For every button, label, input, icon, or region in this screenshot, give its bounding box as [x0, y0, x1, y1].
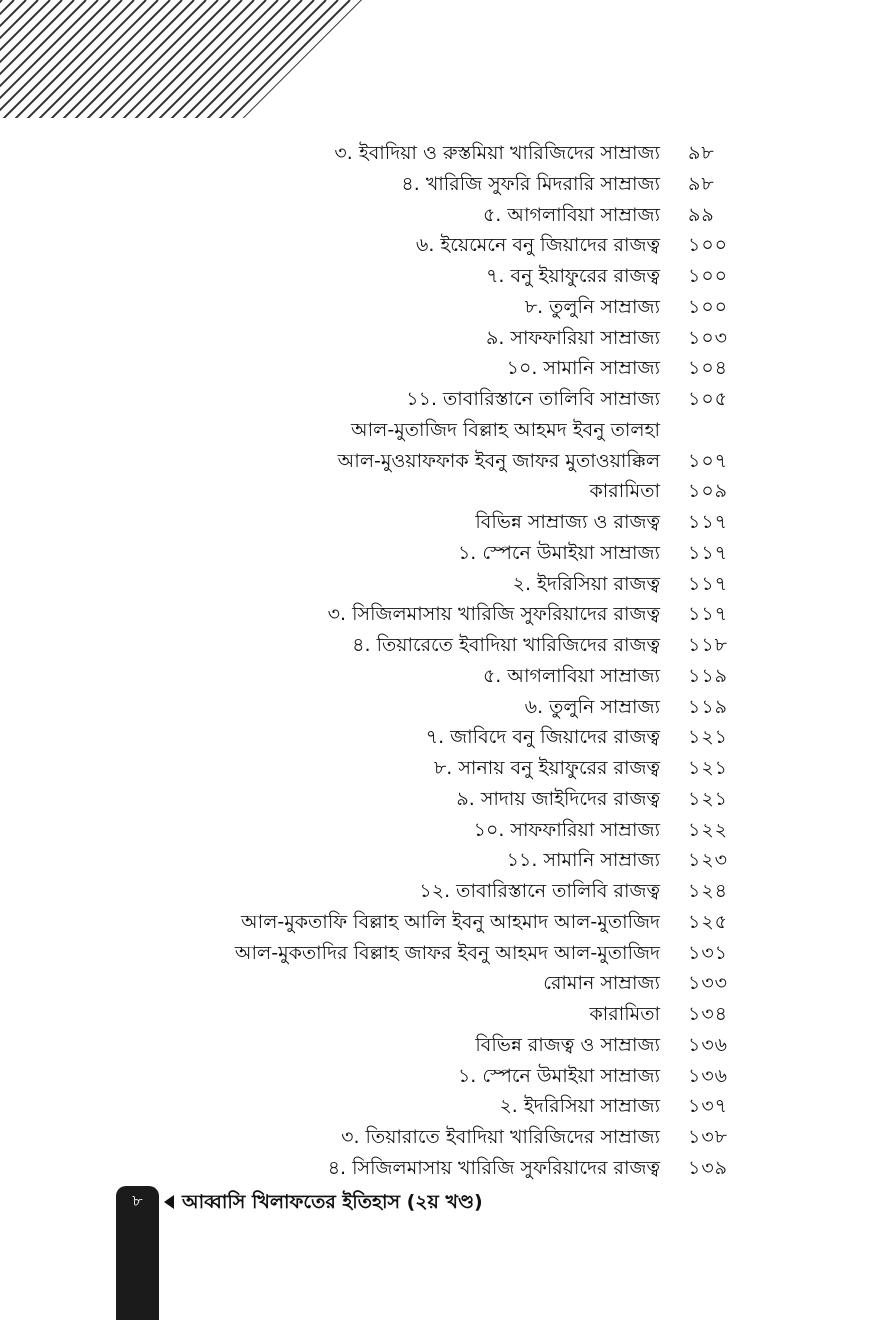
toc-entry-page: ১৩৪ — [688, 1003, 729, 1025]
toc-entry-page: ১২৩ — [688, 849, 729, 872]
toc-entry-page: ১১৭ — [688, 511, 729, 533]
toc-entry-title: বিভিন্ন সাম্রাজ্য ও রাজত্ব — [475, 511, 660, 533]
toc-entry — [0, 569, 870, 600]
toc-entry-title: ৯. সাফফারিয়া সাম্রাজ্য — [486, 326, 660, 349]
toc-entry-title: ১. স্পেনে উমাইয়া সাম্রাজ্য — [457, 541, 660, 564]
toc-entry-title: ৩. ইবাদিয়া ও রুস্তমিয়া খারিজিদের সাম্রাজ্য — [334, 142, 660, 164]
toc-entry — [0, 384, 870, 415]
hatch-line — [364, 0, 370, 118]
toc-entry-page: ১০৩ — [688, 326, 729, 349]
toc-entry-page: ১৩৩ — [688, 972, 729, 995]
toc-entry — [0, 968, 870, 999]
toc-entry-title: ২. ইদরিসিয়া রাজত্ব — [512, 572, 660, 595]
toc-entry-title: ৬. ইয়েমেনে বনু জিয়াদের রাজত্ব — [415, 234, 660, 257]
hatch-line — [0, 0, 122, 118]
toc-entry — [0, 538, 870, 569]
toc-entry — [0, 753, 870, 784]
toc-entry — [0, 845, 870, 876]
corner-hatch-decoration — [0, 0, 370, 118]
toc-entry-title: ১০. সামানি সাম্রাজ্য — [506, 357, 660, 380]
toc-entry — [0, 200, 870, 231]
toc-entry-title: ৩. সিজিলমাসায় খারিজি সুফরিয়াদের রাজত্ব — [327, 603, 660, 626]
toc-entry-page: ১১৭ — [688, 541, 729, 564]
toc-entry — [0, 169, 870, 200]
toc-entry-title: ৩. তিয়ারাতে ইবাদিয়া খারিজিদের সাম্রাজ্য — [341, 1126, 660, 1148]
toc-entry-page: ৯৯ — [688, 203, 715, 226]
toc-entry-page: ৯৮ — [688, 142, 715, 164]
toc-entry-title: রোমান সাম্রাজ্য — [543, 972, 660, 995]
toc-entry-title: ১১. সামানি সাম্রাজ্য — [506, 849, 660, 872]
toc-entry-title: কারামিতা — [589, 480, 660, 503]
toc-entry-page: ১২১ — [688, 726, 729, 749]
toc-entry — [0, 876, 870, 907]
toc-entry — [0, 446, 870, 477]
toc-entry-page: ১১৭ — [688, 603, 729, 626]
toc-entry-title: কারামিতা — [589, 1003, 660, 1025]
toc-entry — [0, 722, 870, 753]
arrow-left-icon — [164, 1195, 174, 1209]
table-of-contents — [0, 138, 870, 1184]
toc-entry-page: ১৩৬ — [688, 1033, 729, 1056]
toc-entry-page: ১০৫ — [688, 388, 729, 410]
toc-entry-title: ২. ইদরিসিয়া সাম্রাজ্য — [499, 1095, 660, 1118]
toc-entry-page: ১০০ — [688, 234, 729, 257]
toc-entry-page: ১২২ — [688, 818, 729, 841]
toc-entry-title: ৪. তিয়ারেতে ইবাদিয়া খারিজিদের রাজত্ব — [352, 634, 660, 656]
toc-entry-title: ৭. জাবিদে বনু জিয়াদের রাজত্ব — [425, 726, 660, 749]
toc-entry-page: ১০৯ — [688, 480, 729, 503]
toc-entry-title: ৭. বনু ইয়াফুরের রাজত্ব — [486, 265, 660, 287]
toc-entry-title: ৫. আগলাবিয়া সাম্রাজ্য — [482, 664, 660, 687]
toc-entry-page: ১৩৯ — [688, 1156, 729, 1179]
toc-entry-page: ১৩৭ — [688, 1095, 729, 1118]
toc-entry-page: ১০৭ — [688, 449, 729, 472]
toc-entry-title: ১. স্পেনে উমাইয়া সাম্রাজ্য — [457, 1064, 660, 1087]
toc-entry — [0, 1061, 870, 1092]
toc-entry — [0, 292, 870, 323]
toc-entry — [0, 507, 870, 538]
hatch-line — [340, 0, 370, 118]
toc-entry-page: ১০৪ — [688, 357, 729, 380]
toc-entry — [0, 353, 870, 384]
toc-entry — [0, 1030, 870, 1061]
toc-entry — [0, 476, 870, 507]
toc-entry-page: ১২৫ — [688, 910, 729, 933]
footer-book-title: আব্বাসি খিলাফতের ইতিহাস (২য় খণ্ড) — [182, 1191, 483, 1213]
toc-entry-page: ১১৭ — [688, 572, 729, 595]
toc-entry-title: আল-মুকতাদির বিল্লাহ জাফর ইবনু আহমদ আল-মুতাজিদ — [234, 941, 660, 964]
toc-entry-page: ১১৯ — [688, 695, 728, 718]
toc-entry-page: ১২১ — [688, 757, 729, 779]
toc-entry-title: ৮. সানায় বনু ইয়াফুরের রাজত্ব — [433, 757, 660, 779]
toc-entry — [0, 599, 870, 630]
toc-entry-page: ১০০ — [688, 265, 729, 287]
toc-entry-title: ১০. সাফফারিয়া সাম্রাজ্য — [473, 818, 660, 841]
toc-entry — [0, 815, 870, 846]
toc-entry-title: ৫. আগলাবিয়া সাম্রাজ্য — [482, 203, 660, 226]
toc-entry — [0, 138, 870, 169]
toc-entry — [0, 415, 870, 446]
toc-entry — [0, 907, 870, 938]
footer-page-number: ৮ — [132, 1191, 143, 1210]
toc-entry-title: ৬. তুলুনি সাম্রাজ্য — [524, 695, 660, 718]
toc-entry-title: ৯. সাদায় জাইদিদের রাজত্ব — [456, 787, 660, 810]
hatch-line — [352, 0, 370, 118]
toc-entry-title: ১১. তাবারিস্তানে তালিবি সাম্রাজ্য — [406, 388, 660, 410]
toc-entry-page: ১০০ — [688, 295, 729, 318]
toc-entry-title: বিভিন্ন রাজত্ব ও সাম্রাজ্য — [475, 1033, 660, 1056]
toc-entry-page: ১১৮ — [688, 634, 728, 656]
toc-entry-page: ১৩১ — [688, 941, 729, 964]
toc-entry — [0, 1091, 870, 1122]
toc-entry — [0, 938, 870, 969]
toc-entry-title: ১২. তাবারিস্তানে তালিবি রাজত্ব — [419, 880, 660, 902]
toc-entry — [0, 1153, 870, 1184]
toc-entry-page: ১১৯ — [688, 664, 728, 687]
toc-entry — [0, 999, 870, 1030]
toc-entry-page: ১২১ — [688, 787, 729, 810]
toc-entry-title: ৪. সিজিলমাসায় খারিজি সুফরিয়াদের রাজত্ব — [327, 1156, 660, 1179]
toc-entry-title: আল-মুকতাফি বিল্লাহ আলি ইবনু আহমাদ আল-মুতাজিদ — [241, 910, 660, 933]
toc-entry — [0, 784, 870, 815]
toc-entry-page: ৯৮ — [688, 172, 715, 195]
toc-entry-page: ১৩৬ — [688, 1064, 729, 1087]
toc-entry-page: ১৩৮ — [688, 1126, 729, 1148]
hatch-line — [304, 0, 370, 118]
toc-entry — [0, 261, 870, 292]
hatch-line — [328, 0, 370, 118]
toc-entry — [0, 230, 870, 261]
toc-entry-title: আল-মুতাজিদ বিল্লাহ আহমদ ইবনু তালহা — [351, 418, 660, 441]
toc-entry — [0, 661, 870, 692]
toc-entry — [0, 692, 870, 723]
toc-entry-page: ১২৪ — [688, 880, 729, 902]
toc-entry — [0, 323, 870, 354]
toc-entry — [0, 630, 870, 661]
toc-entry-title: ৪. খারিজি সুফরি মিদরারি সাম্রাজ্য — [401, 172, 660, 195]
hatch-line — [280, 0, 370, 118]
toc-entry — [0, 1122, 870, 1153]
toc-entry-title: ৮. তুলুনি সাম্রাজ্য — [524, 295, 660, 318]
toc-entry-title: আল-মুওয়াফফাক ইবনু জাফর মুতাওয়াক্কিল — [337, 449, 660, 472]
